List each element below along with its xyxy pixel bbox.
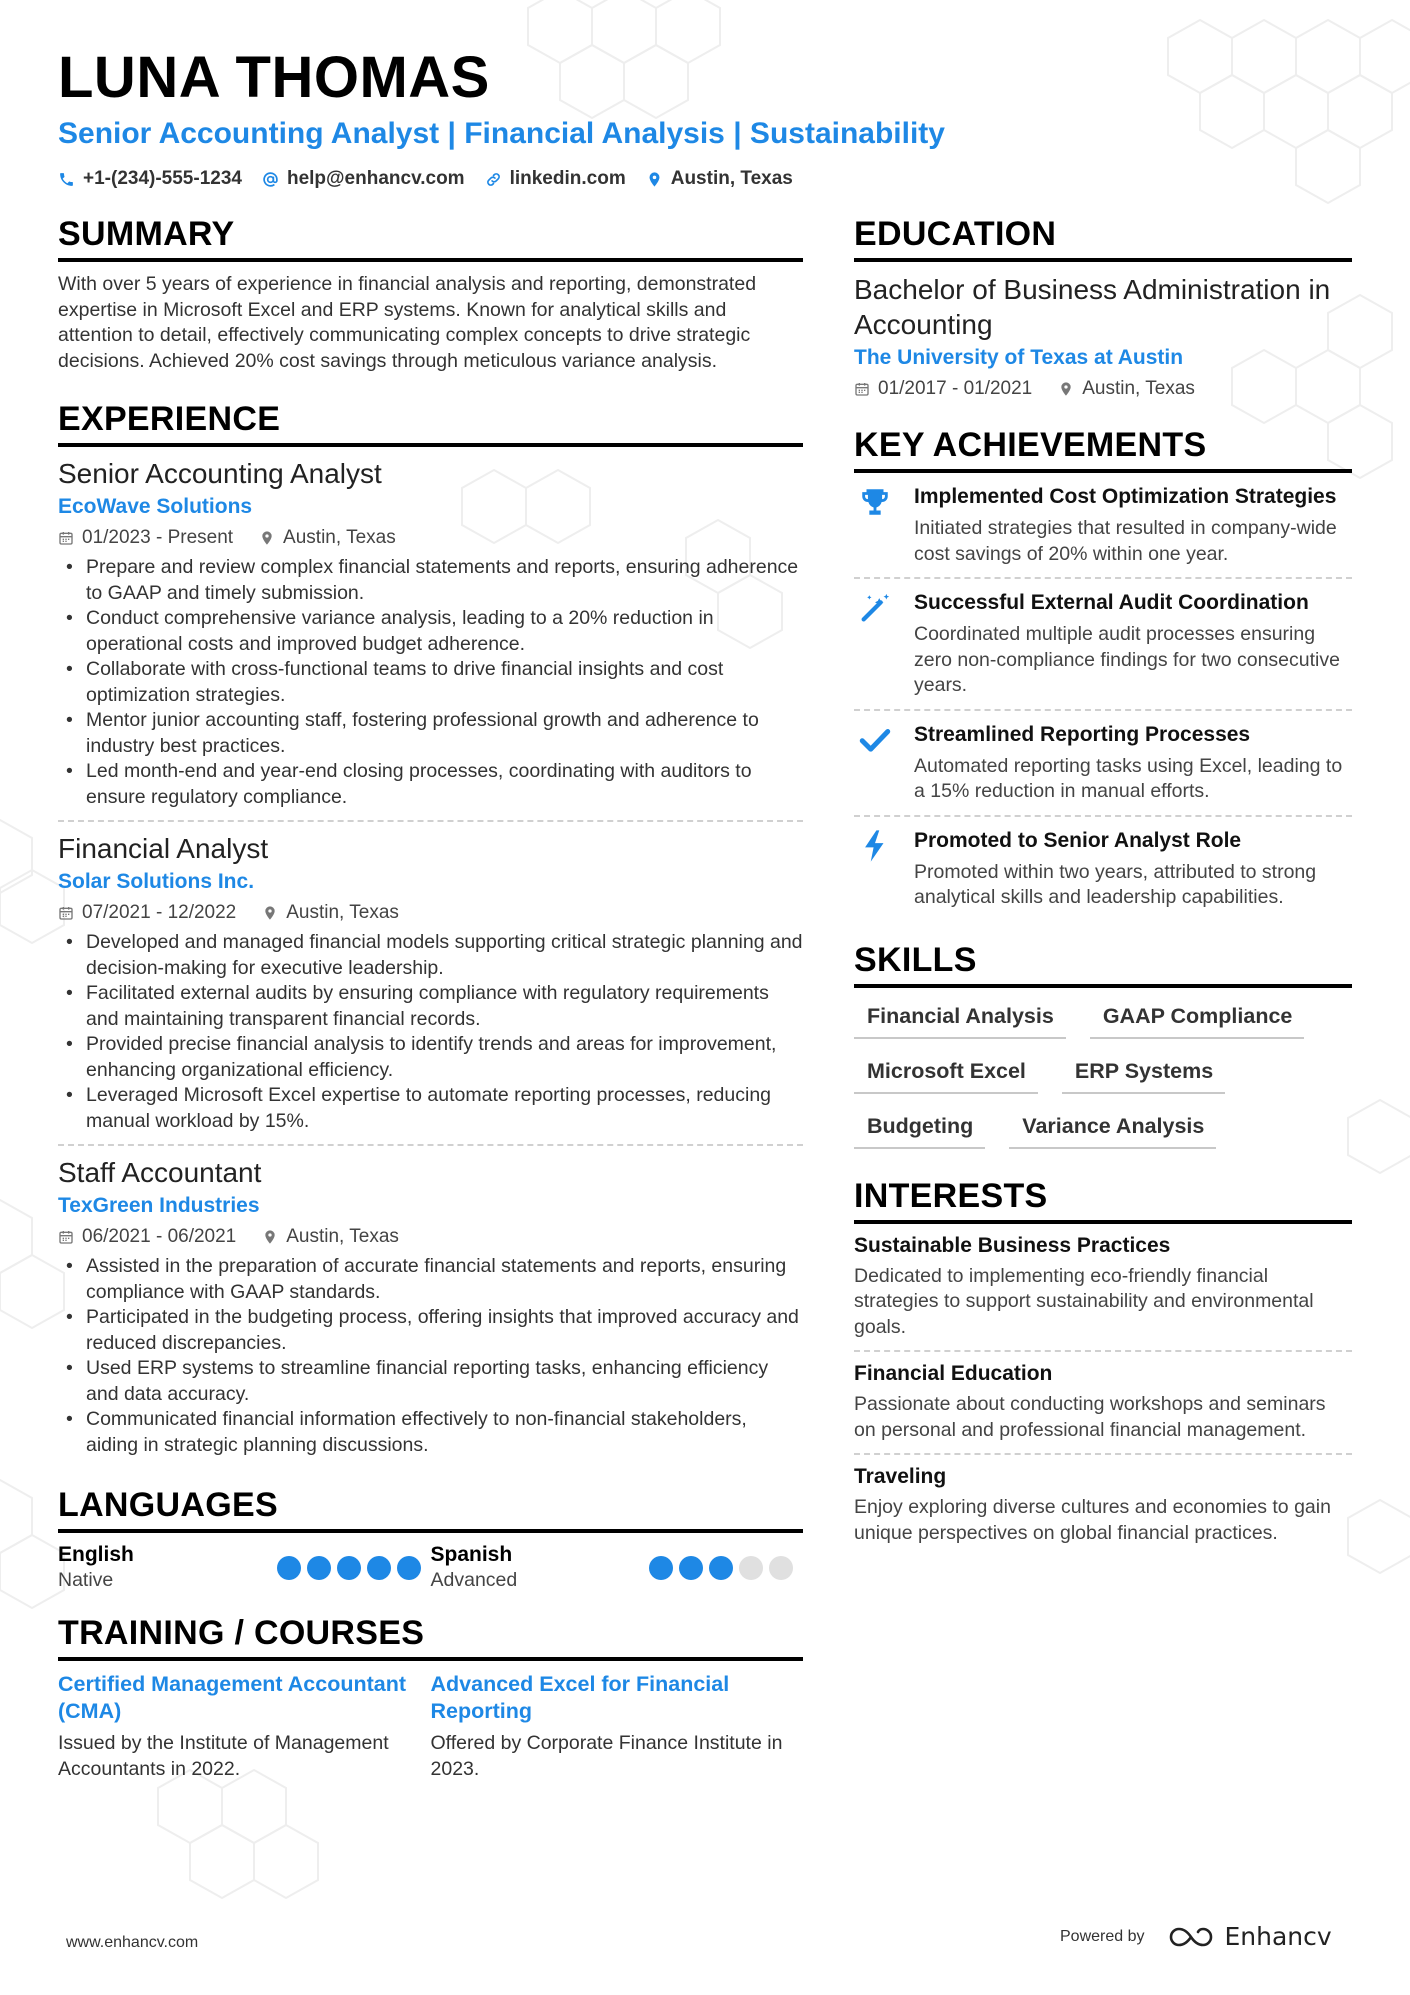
job-title: Senior Accounting Analyst [58,458,382,489]
powered-by-label: Powered by [1060,1927,1145,1945]
skill-tag: GAAP Compliance [1090,996,1305,1039]
interests-section [854,1177,1352,1557]
job-company: TexGreen Industries [58,1194,260,1217]
rating-dot [337,1556,361,1580]
interest-desc: Dedicated to implementing eco-friendly financial strategies to support sustainability and environmental goals. [854,1264,1314,1338]
bullet-item: • Prepare and review complex financial statements and reports, ensuring adherence to GAAP and timely submission. [58,555,803,606]
location-text: Austin, Texas [670,168,793,189]
language-item [431,1543,804,1592]
email-text: help@enhancv.com [286,168,465,189]
skill-tag: ERP Systems [1062,1051,1225,1094]
achievements-section [854,426,1352,921]
education-meta [854,378,1352,400]
achievement-title: Implemented Cost Optimization Strategies [914,485,1337,508]
summary-section [58,215,803,374]
skills-list [854,996,1352,1149]
lightning-icon [858,829,892,863]
contact-phone[interactable] [58,168,242,190]
languages-section [58,1486,803,1592]
achievement-desc: Initiated strategies that resulted in company-wide cost savings of 20% within one year. [914,517,1337,565]
education-location-text: Austin, Texas [1082,378,1195,399]
training-item-title: Certified Management Accountant (CMA) [58,1672,407,1723]
bullet-item: • Used ERP systems to streamline financial reporting tasks, enhancing efficiency and data accuracy. [58,1356,803,1407]
candidate-name: LUNA THOMAS [58,45,490,110]
bullet-item: • Leveraged Microsoft Excel expertise to automate reporting processes, reducing manual workload by 15%. [58,1083,803,1134]
skill-tag: Financial Analysis [854,996,1066,1039]
achievement-desc: Promoted within two years, attributed to strong analytical skills and leadership capabilities. [914,860,1317,908]
left-column [58,215,803,1782]
rating-dot [367,1556,391,1580]
calendar-icon [58,530,74,546]
location-pin-icon [259,530,275,546]
achievement-icon-wrap [854,827,914,911]
location-pin-icon [646,171,663,188]
job-title: Staff Accountant [58,1157,262,1188]
bullet-item: • Communicated financial information effectively to non-financial stakeholders, aiding in strategic planning discussions. [58,1407,803,1458]
job-location [262,902,399,924]
brand-name: Enhancv [1224,1922,1332,1951]
candidate-headline: Senior Accounting Analyst | Financial Analysis | Sustainability [58,117,945,150]
achievement-title: Promoted to Senior Analyst Role [914,828,1242,852]
achievement-body [914,827,1352,911]
calendar-icon [854,381,870,397]
interest-title: Traveling [854,1465,947,1488]
language-level: Native [58,1569,114,1591]
job-company: EcoWave Solutions [58,495,253,518]
contact-linkedin[interactable] [485,168,626,190]
training-item [58,1671,431,1782]
job-location-text: Austin, Texas [286,902,399,923]
interest-item [854,1455,1352,1556]
enhancv-logo-icon [1169,1925,1215,1949]
bullet-item: • Assisted in the preparation of accurate financial statements and reports, ensuring compliance with GAAP standards. [58,1254,803,1305]
training-item-desc: Issued by the Institute of Management Accountants in 2022. [58,1732,389,1780]
job-dates [58,527,233,549]
language-text [431,1543,518,1592]
education-school: The University of Texas at Austin [854,346,1184,369]
link-icon [485,171,502,188]
achievement-item [854,579,1352,711]
achievement-desc: Automated reporting tasks using Excel, leading to a 15% reduction in manual efforts. [914,754,1343,802]
job-dates [58,902,236,924]
skill-tag: Budgeting [854,1106,985,1149]
interest-item [854,1224,1352,1353]
job-entry [58,1146,803,1468]
location-pin-icon [1058,381,1074,397]
achievement-item [854,711,1352,817]
magic-wand-icon [858,591,892,625]
at-sign-icon [262,171,279,188]
achievements-title: KEY ACHIEVEMENTS [854,426,1352,473]
skills-section [854,941,1352,1149]
education-dates [854,378,1032,400]
job-dates-text: 06/2021 - 06/2021 [82,1226,237,1247]
interests-title: INTERESTS [854,1177,1352,1224]
calendar-icon [58,905,74,921]
languages-title: LANGUAGES [58,1486,803,1533]
achievement-title: Successful External Audit Coordination [914,591,1309,614]
skills-title: SKILLS [854,941,1352,988]
interest-item [854,1352,1352,1455]
trophy-icon [858,485,892,519]
achievement-icon-wrap [854,483,914,567]
education-section [854,215,1352,400]
job-meta [58,527,803,549]
rating-dot [769,1556,793,1580]
bullet-item: • Provided precise financial analysis to identify trends and areas for improvement, enhancing organizational efficiency. [58,1032,803,1083]
achievement-icon-wrap [854,589,914,699]
calendar-icon [58,1229,74,1245]
achievement-icon-wrap [854,721,914,805]
job-title: Financial Analyst [58,833,269,864]
achievement-item [854,473,1352,579]
job-entry [58,447,803,822]
summary-title: SUMMARY [58,215,803,262]
job-dates [58,1226,236,1248]
education-title: EDUCATION [854,215,1352,262]
training-item-desc: Offered by Corporate Finance Institute in 2023. [430,1732,783,1780]
interest-title: Sustainable Business Practices [854,1233,1171,1257]
job-company: Solar Solutions Inc. [58,870,255,893]
job-location-text: Austin, Texas [286,1226,399,1247]
phone-text: +1-(234)-555-1234 [83,168,242,189]
job-meta [58,902,803,924]
language-rating [649,1556,793,1580]
job-location [262,1226,399,1248]
job-location-text: Austin, Texas [283,527,396,548]
education-dates-text: 01/2017 - 01/2021 [878,378,1033,399]
contact-location [646,168,793,190]
rating-dot [397,1556,421,1580]
job-bullets [58,930,803,1134]
summary-text: With over 5 years of experience in financial analysis and reporting, demonstrated expertise in Microsoft Excel and ERP systems. Known for analytical skills and attention to detail, effectively communicating complex concepts to drive strategic decisions. Achieved 20% cost savings through meticulous variance analysis. [58,273,757,372]
experience-section [58,400,803,1468]
rating-dot [307,1556,331,1580]
job-bullets [58,555,803,810]
skill-tag: Variance Analysis [1009,1106,1216,1149]
rating-dot [679,1556,703,1580]
job-location [259,527,396,549]
training-list [58,1671,803,1782]
training-item [431,1671,804,1782]
language-rating [277,1556,421,1580]
job-entry [58,822,803,1146]
interest-desc: Enjoy exploring diverse cultures and economies to gain unique perspectives on global financial practices. [854,1496,1331,1544]
rating-dot [649,1556,673,1580]
achievement-desc: Coordinated multiple audit processes ensuring zero non-compliance findings for two consecutive years. [914,623,1340,696]
education-location [1058,378,1195,400]
achievement-body [914,721,1352,805]
training-title: TRAINING / COURSES [58,1614,803,1661]
language-name: English [58,1543,134,1566]
bullet-item: • Participated in the budgeting process, offering insights that improved accuracy and reduced discrepancies. [58,1305,803,1356]
interest-title: Financial Education [854,1362,1053,1385]
footer-branding [1060,1922,1332,1951]
job-bullets [58,1254,803,1458]
bullet-item: • Collaborate with cross-functional teams to drive financial insights and cost optimization strategies. [58,657,803,708]
bullet-item: • Led month-end and year-end closing processes, coordinating with auditors to ensure regulatory compliance. [58,759,803,810]
training-section [58,1614,803,1782]
rating-dot [709,1556,733,1580]
phone-icon [58,171,75,188]
job-dates-text: 07/2021 - 12/2022 [82,902,237,923]
experience-title: EXPERIENCE [58,400,803,447]
language-name: Spanish [430,1543,513,1566]
enhancv-logo[interactable] [1169,1922,1332,1951]
rating-dot [739,1556,763,1580]
training-item-title: Advanced Excel for Financial Reporting [430,1672,730,1723]
contact-email[interactable] [262,168,465,190]
job-meta [58,1226,803,1248]
rating-dot [277,1556,301,1580]
footer-website-link[interactable]: www.enhancv.com [66,1934,199,1951]
skill-tag: Microsoft Excel [854,1051,1038,1094]
bullet-item: • Facilitated external audits by ensuring compliance with regulatory requirements and maintaining transparent financial records. [58,981,803,1032]
achievement-body [914,589,1352,699]
location-pin-icon [262,905,278,921]
language-item [58,1543,431,1592]
achievement-body [914,483,1352,567]
right-column [854,215,1352,1556]
bullet-item: • Developed and managed financial models supporting critical strategic planning and decision-making for executive leadership. [58,930,803,981]
interest-desc: Passionate about conducting workshops and seminars on personal and professional financial management. [854,1393,1326,1441]
contact-bar [58,168,793,190]
bullet-item: • Conduct comprehensive variance analysis, leading to a 20% reduction in operational costs and improved budget adherence. [58,606,803,657]
education-degree: Bachelor of Business Administration in Accounting [854,274,1331,340]
achievement-title: Streamlined Reporting Processes [914,722,1251,746]
languages-list [58,1543,803,1592]
language-level: Advanced [430,1569,518,1591]
linkedin-text: linkedin.com [509,168,626,189]
achievement-item [854,817,1352,921]
bullet-item: • Mentor junior accounting staff, fostering professional growth and adherence to industry best practices. [58,708,803,759]
checkmark-icon [858,723,892,757]
location-pin-icon [262,1229,278,1245]
language-text [58,1543,134,1592]
job-dates-text: 01/2023 - Present [82,527,234,548]
